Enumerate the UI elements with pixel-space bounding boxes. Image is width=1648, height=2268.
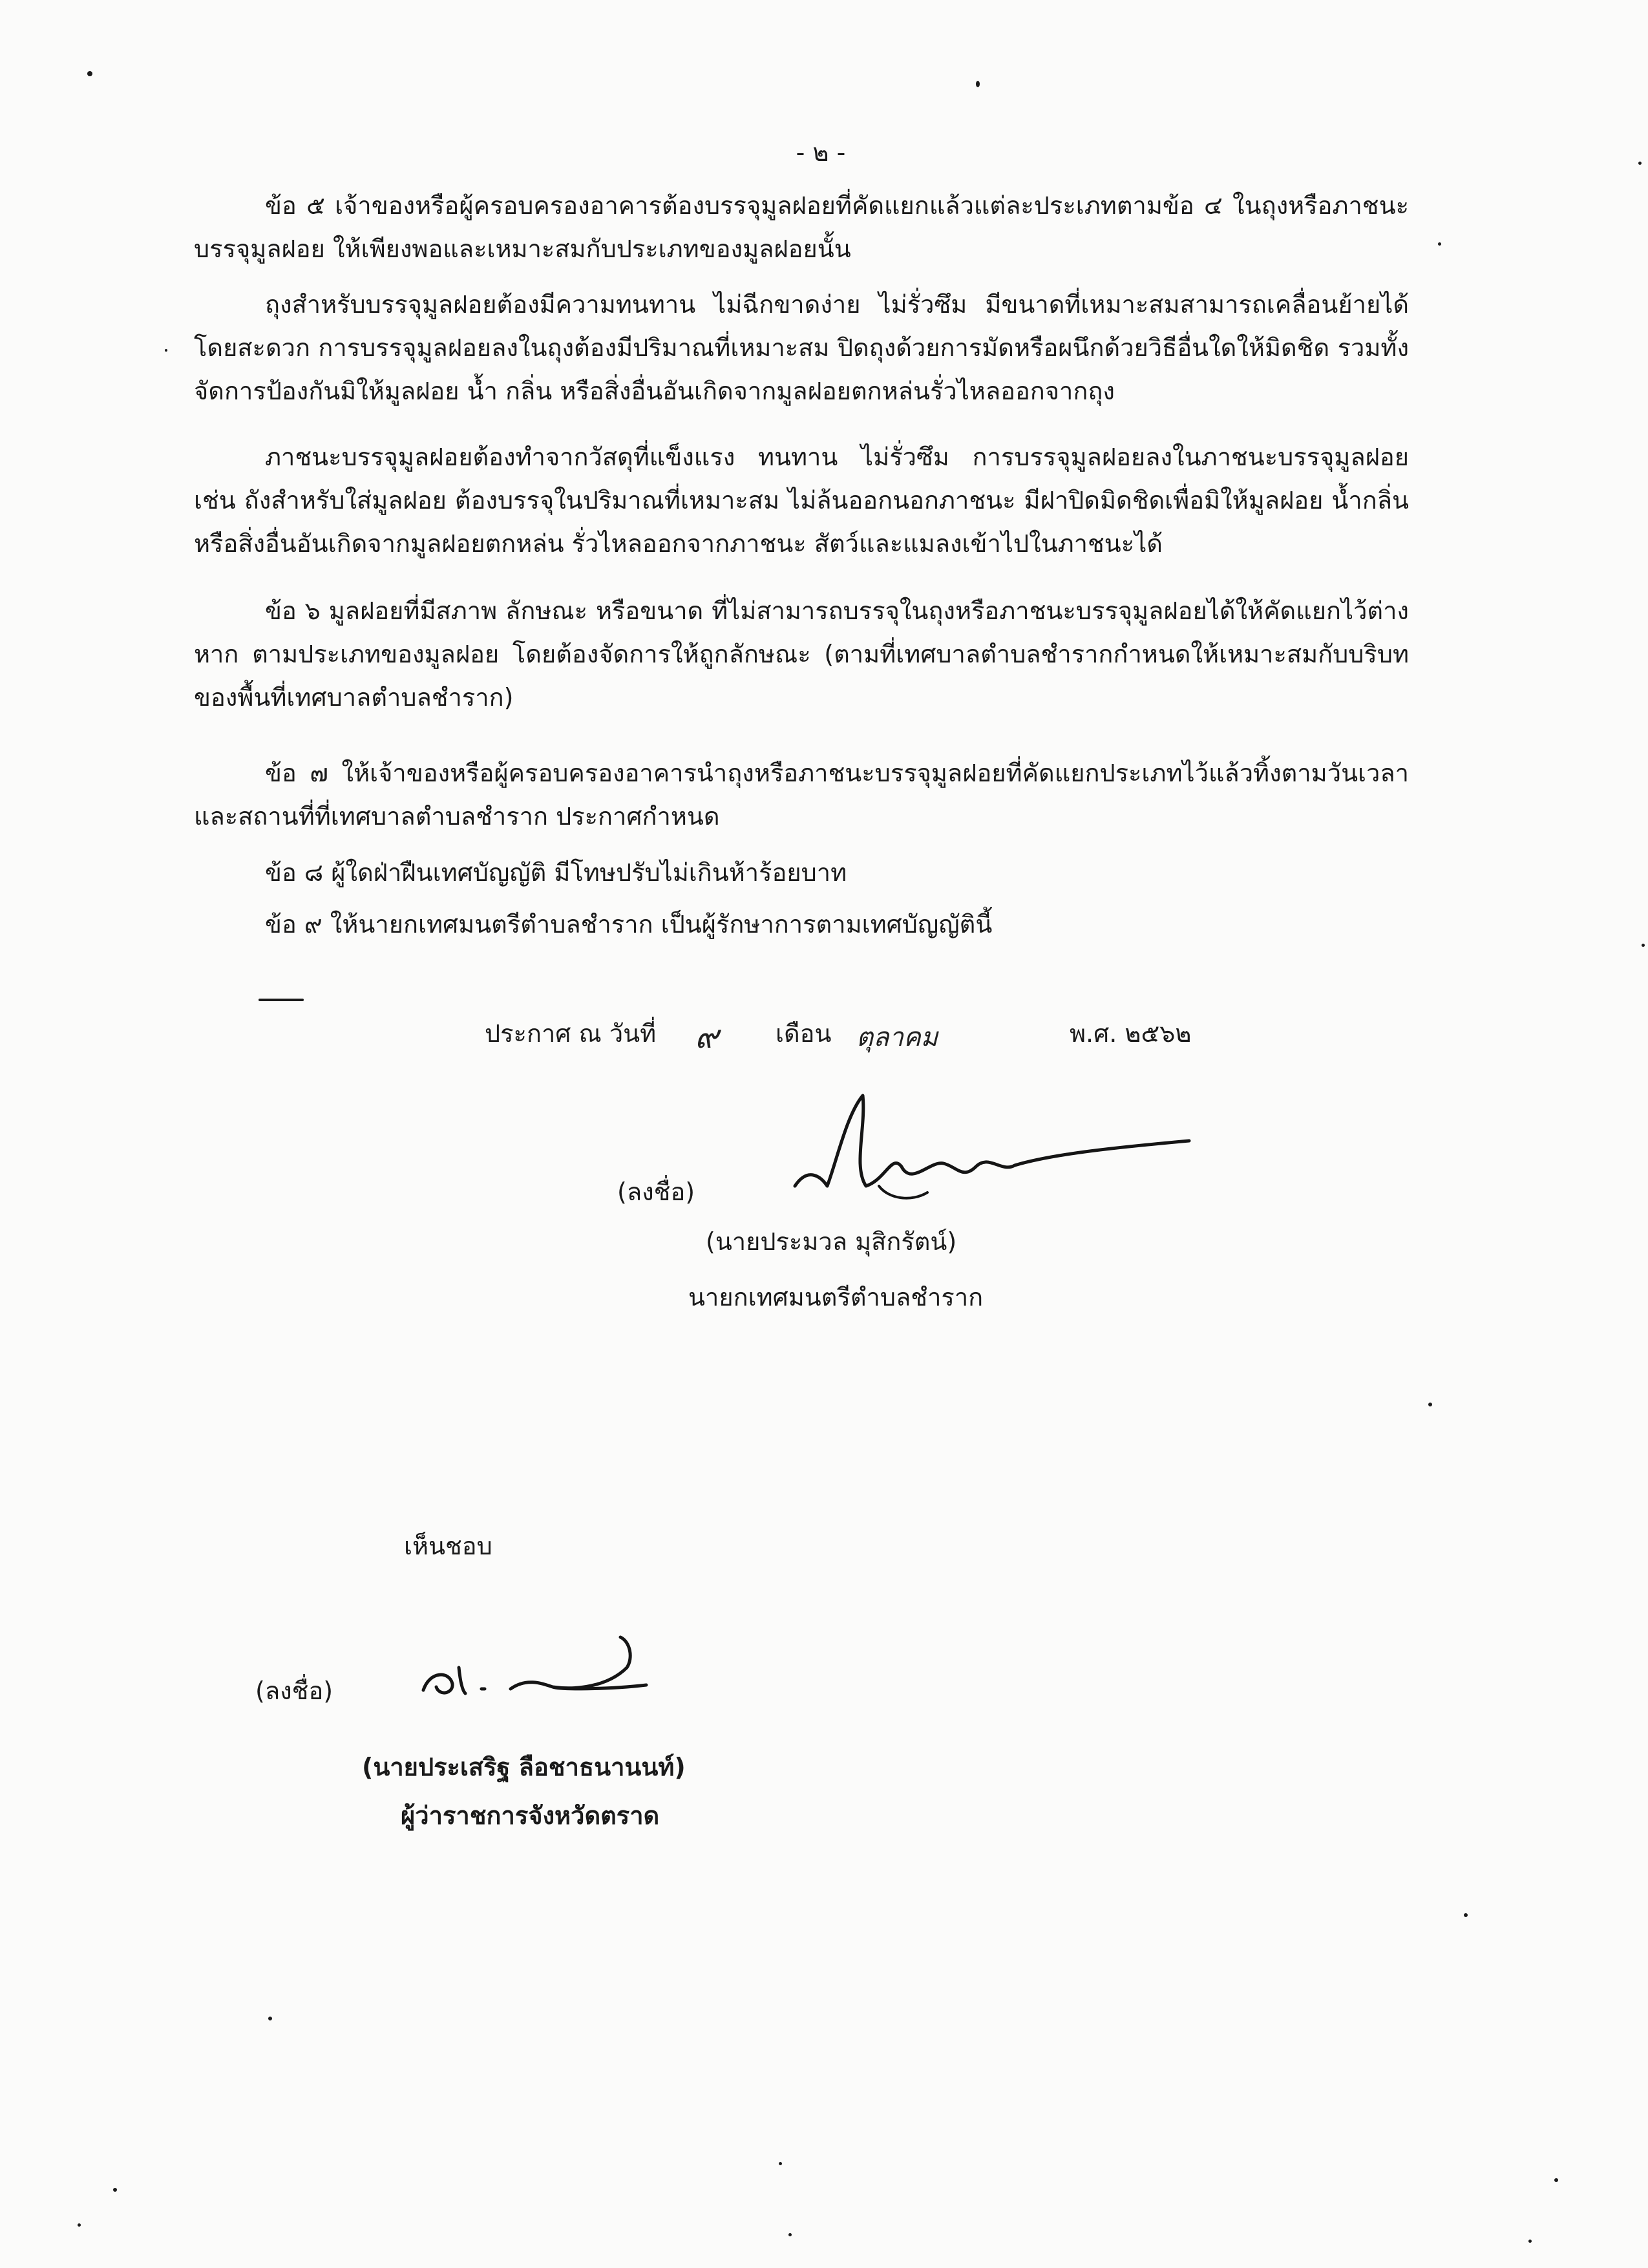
governor-sign-label: (ลงชื่อ) [255,1677,333,1705]
mayor-name: (นายประมวล มุสิกรัตน์) [706,1227,957,1256]
scan-speck [1528,2240,1532,2243]
scan-speck [1438,242,1441,246]
clause-6: ข้อ ๖ มูลฝอยที่มีสภาพ ลักษณะ หรือขนาด ที่ไม่สามารถบรรจุในถุงหรือภาชนะบรรจุมูลฝอยได้ให้คัดแยกไว้ต่างหาก ตามประเภทของมูลฝอย โดยต้องจัดการให้ถูกลักษณะ (ตามที่เทศบาลตำบลชำรากกำหนดให้เหมาะสมกับบริบทของพื้นที่เทศบาลตำบลชำราก) [194,597,1409,712]
page-number: - ๒ - [796,138,846,167]
announcement-month-label: เดือน [776,1019,832,1048]
announcement-day: ๙ [695,1018,719,1055]
clause-9: ข้อ ๙ ให้นายกเทศมนตรีตำบลชำราก เป็นผู้รักษาการตามเทศบัญญัตินี้ [265,910,993,938]
mayor-position: นายกเทศมนตรีตำบลชำราก [688,1283,984,1311]
clause-5: ข้อ ๕ เจ้าของหรือผู้ครอบครองอาคารต้องบรรจุมูลฝอยที่คัดแยกแล้วแต่ละประเภทตามข้อ ๔ ในถุงหรือภาชนะบรรจุมูลฝอย ให้เพียงพอและเหมาะสมกับประเภทของมูลฝอยนั้น [194,191,1409,263]
scan-mark [259,999,304,1001]
scan-speck [779,2162,782,2165]
announcement-prefix: ประกาศ ณ วันที่ [485,1019,657,1048]
scan-speck [1554,2178,1558,2182]
scan-speck [78,2223,81,2227]
announcement-month: ตุลาคม [856,1023,938,1052]
governor-name: (นายประเสริฐ ลือชาธนานนท์) [362,1753,686,1781]
governor-position: ผู้ว่าราชการจังหวัดตราด [401,1801,660,1830]
mayor-handwritten-signature [782,1089,1196,1212]
scan-speck [1428,1403,1432,1406]
scan-speck [268,2017,272,2020]
scan-speck [165,349,167,352]
scan-speck [87,71,92,76]
announcement-year: พ.ศ. ๒๕๖๒ [1070,1019,1192,1048]
clause-5-bags: ถุงสำหรับบรรจุมูลฝอยต้องมีความทนทาน ไม่ฉีกขาดง่าย ไม่รั่วซึม มีขนาดที่เหมาะสมสามารถเคลื่อนย้ายได้โดยสะดวก การบรรจุมูลฝอยลงในถุงต้องมีปริมาณที่เหมาะสม ปิดถุงด้วยการมัดหรือผนึกด้วยวิธีอื่นใดให้มิดชิด รวมทั้งจัดการป้องกันมิให้มูลฝอย น้ำ กลิ่น หรือสิ่งอื่นอันเกิดจากมูลฝอยตกหล่นรั่วไหลออกจากถุง [194,290,1409,405]
scan-speck [1464,1913,1468,1917]
approval-label: เห็นชอบ [404,1532,492,1560]
mayor-sign-label: (ลงชื่อ) [617,1178,695,1206]
scan-speck [1638,162,1642,165]
clause-7: ข้อ ๗ ให้เจ้าของหรือผู้ครอบครองอาคารนำถุงหรือภาชนะบรรจุมูลฝอยที่คัดแยกประเภทไว้แล้วทิ้งตามวันเวลา และสถานที่ที่เทศบาลตำบลชำราก ประกาศกำหนด [194,759,1409,831]
clause-5-containers: ภาชนะบรรจุมูลฝอยต้องทำจากวัสดุที่แข็งแรง ทนทาน ไม่รั่วซึม การบรรจุมูลฝอยลงในภาชนะบรรจุมูลฝอย เช่น ถังสำหรับใส่มูลฝอย ต้องบรรจุในปริมาณที่เหมาะสม ไม่ล้นออกนอกภาชนะ มีฝาปิดมิดชิดเพื่อมิให้มูลฝอย น้ำกลิ่น หรือสิ่งอื่นอันเกิดจากมูลฝอยตกหล่น รั่วไหลออกจากภาชนะ สัตว์และแมลงเข้าไปในภาชนะได้ [194,443,1409,558]
scan-speck [1642,944,1645,947]
governor-handwritten-signature [414,1632,659,1710]
scan-speck [113,2188,117,2192]
scan-speck [976,81,980,87]
scan-speck [788,2233,792,2236]
clause-8: ข้อ ๘ ผู้ใดฝ่าฝืนเทศบัญญัติ มีโทษปรับไม่เกินห้าร้อยบาท [265,858,847,887]
